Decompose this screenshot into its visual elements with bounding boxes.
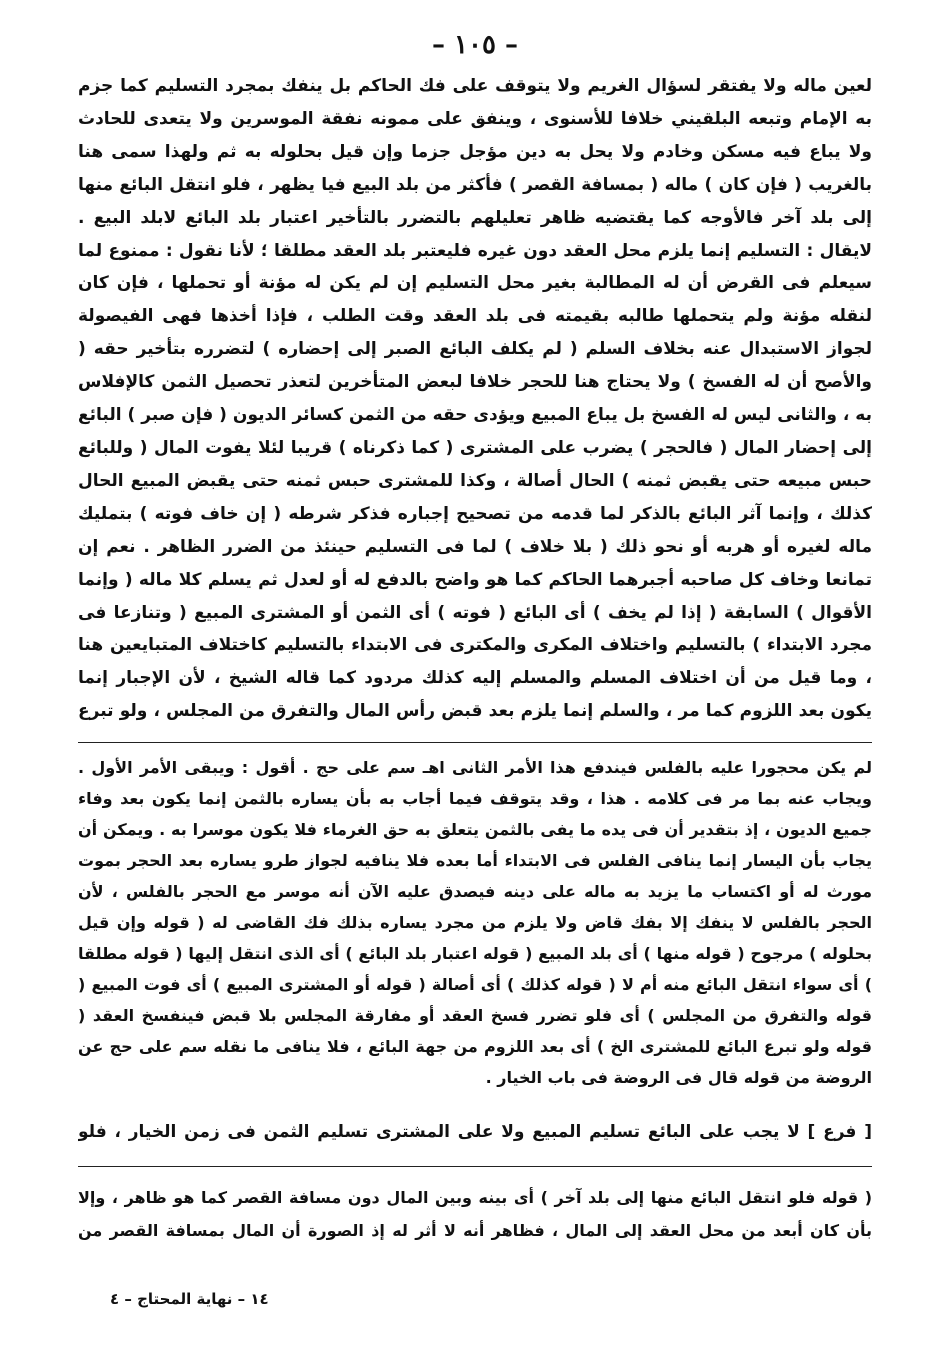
signature-mark: ١٤ – نهاية المحتاج – ٤ (110, 1290, 269, 1308)
far-note: [ فرع ] لا يجب على البائع تسليم المبيع ولا على المشترى تسليم الثمن فى زمن الخيار ، فلو (78, 1122, 872, 1142)
commentary-text: لم يكن محجورا عليه بالفلس فيندفع هذا الأمر الثانى اهـ سم على حج . أقول : ويبقى الأمر الأول . ويجاب عنه بما مر فى كلامه . هذا ، وقد يتوقف فيما أجاب به بأن يساره بالثمن إنما يكون بعد وفاء جميع الديون ، إذ بتقدير أن فى يده ما يفى بالثمن يتعلق به حق الغرماء فلا يكون موسرا به . ويمكن أن يجاب بأن اليسار إنما ينافى الفلس فى الابتداء أما بعده فلا ينافيه لجواز طرو يساره بعد الحجر بموت مورث له أو اكتساب ما يزيد به ماله على دينه فيصدق عليه الآن أنه موسر مع الحجر بالفلس ، لأن الحجر بالفلس لا ينفك إلا بفك قاض ولا يلزم من مجرد يساره بذلك فك القاضى له ( قوله وإن قيل بحلوله ) مرجوح ( قوله منها ) أى بلد المبيع ( قوله اعتبار بلد البائع ) أى الذى انتقل إليها ( قوله مطلقا ) أى سواء انتقل البائع منه أم لا ( قوله كذلك ) أى أصالة ( قوله أو المشترى المبيع ) أى فوت المبيع ( قوله والتفرق من المجلس ) أى فلو تضرر فسخ العقد أو مفارقة المجلس بلا قبض فينفسخ العقد ( قوله ولو تبرع البائع للمشترى الخ ) أى بعد اللزوم من جهة البائع ، فلا ينافى ما نقله سم على حج عن الروضة من قوله قال فى الروضة فى باب الخيار . (78, 758, 872, 1087)
page-number: – ١٠٥ – (431, 30, 519, 60)
footnote-text: ( قوله فلو انتقل البائع منها إلى بلد آخر ) أى بينه وبين المال دون مسافة القصر كما هو ظاهر ، وإلا بأن كان أبعد من محل العقد إلى المال ، فظاهر أنه لا أثر له إذ الصورة أن المال بمسافة القصر من (78, 1188, 872, 1240)
separator-rule (78, 742, 872, 743)
main-text: لعين ماله ولا يفتقر لسؤال الغريم ولا يتوقف على فك الحاكم بل ينفك بمجرد التسليم كما جزم به الإمام وتبعه البلقيني خلافا للأسنوى ، وينفق على ممونه نفقة الموسرين ولا يتعدى للحادث ولا يباع فيه مسكن وخادم ولا يحل به دين مؤجل جزما وإن قيل بحلوله به ثم ولهذا سمى هنا بالغريب ( فإن كان ) ماله ( بمسافة القصر ) فأكثر من بلد البيع فيا يظهر ، فلو انتقل البائع منها إلى بلد آخر فالأوجه كما يقتضيه ظاهر تعليلهم بالتضرر بالتأخير اعتبار بلد البائع لابلد البيع . لايقال : التسليم إنما يلزم محل العقد دون غيره فليعتبر بلد العقد مطلقا ؛ لأنا نقول : ممنوع لما سيعلم فى القرض أن له المطالبة بغير محل التسليم إن لم يكن له مؤنة أو تحملها ، فإن كان لنقله مؤنة ولم يتحملها طالبه بقيمته فى بلد العقد وقت الطلب ، فإذا أخذها فهى الفيصولة لجواز الاستبدال عنه بخلاف السلم ( لم يكلف البائع الصبر إلى إحضاره ) لتضرره بتأخير حقه ( والأصح أن له الفسخ ) ولا يحتاج هنا للحجر خلافا لبعض المتأخرين لتعذر تحصيل الثمن كالإفلاس به ، والثانى ليس له الفسخ بل يباع المبيع ويؤدى حقه من الثمن كسائر الديون ( فإن صبر ) البائع إلى إحضار المال ( فالحجر ) يضرب على المشترى ( كما ذكرناه ) قريبا لئلا يفوت المال ( وللبائع حبس مبيعه حتى يقبض ثمنه ) الحال أصالة ، وكذا للمشترى حبس ثمنه حتى يقبض المبيع الحال كذلك ، وإنما آثر البائع بالذكر لما قدمه من تصحيح إجباره فذكر شرطه ( إن خاف فوته ) بتمليك ماله لغيره أو هربه أو نحو ذلك ( بلا خلاف ) لما فى التسليم حينئذ من الضرر الظاهر . نعم إن تمانعا وخاف كل صاحبه أجبرهما الحاكم كما هو واضح بالدفع له أو لعدل ثم يسلم كلا ماله ( وإنما الأقوال ) السابقة ( إذا لم يخف ) أى البائع ( فوته ) أى الثمن أو المشترى المبيع ( وتنازعا فى مجرد الابتداء ) بالتسليم واختلاف المكرى والمكترى فى الابتداء بالتسليم كاختلاف المتبايعين هنا ، وما قيل من أن اختلاف المسلم والمسلم إليه كذلك مردود كما قاله الشيخ ، لأن الإجبار إنما يكون بعد اللزوم كما مر ، والسلم إنما يلزم بعد قبض رأس المال والتفرق من المجلس ، ولو تبرع (78, 76, 872, 722)
separator-rule-footnote (78, 1166, 872, 1167)
